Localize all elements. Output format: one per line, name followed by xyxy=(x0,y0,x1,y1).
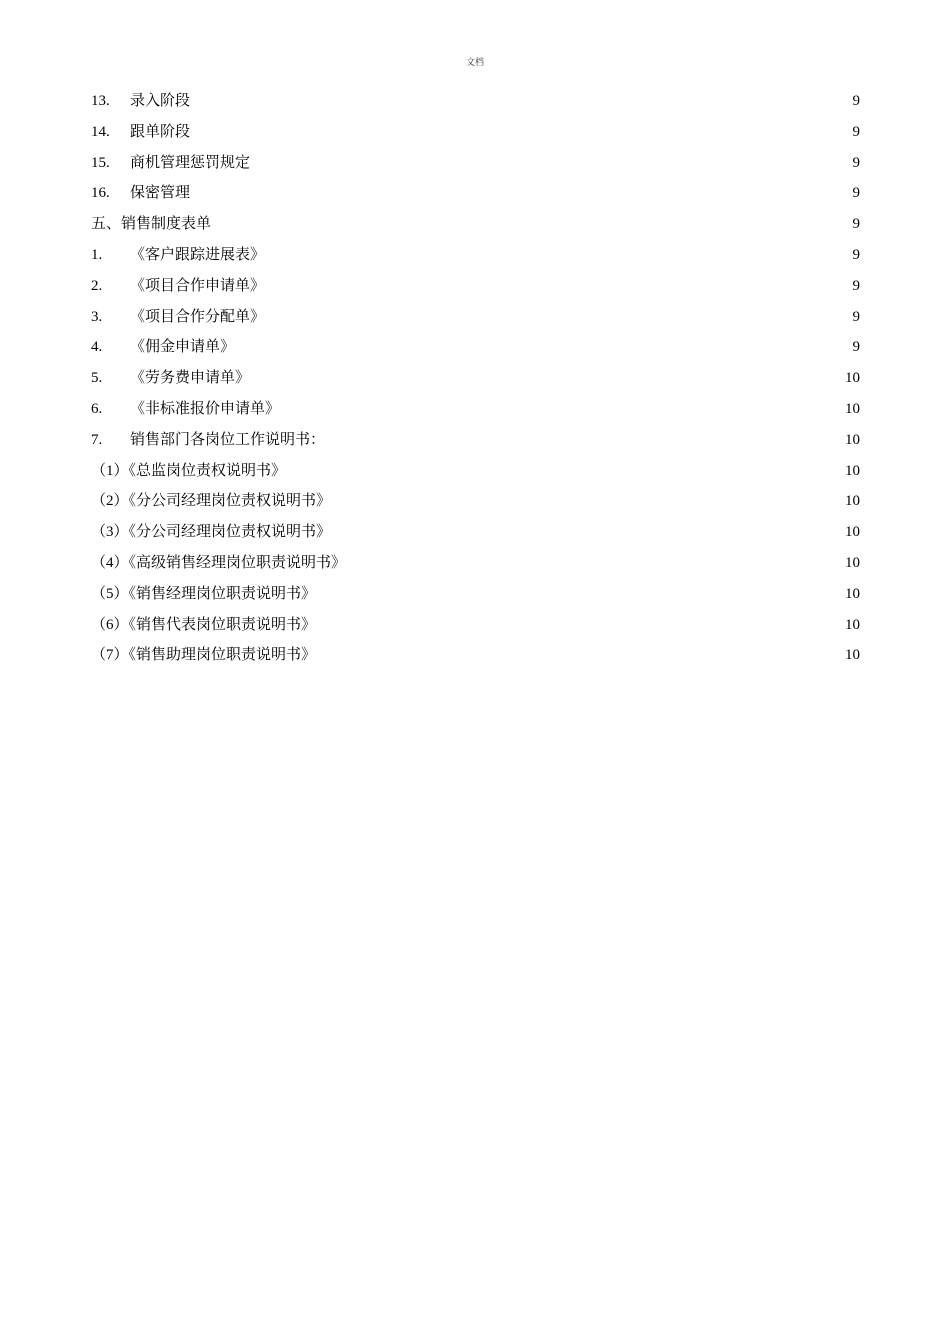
toc-entry[interactable] xyxy=(91,148,860,179)
toc-entry[interactable] xyxy=(91,117,860,148)
toc-subentry[interactable] xyxy=(91,640,860,671)
toc-entry-page: 9 xyxy=(852,123,860,140)
toc-entry-page: 10 xyxy=(845,431,860,448)
toc-subentry[interactable] xyxy=(91,610,860,641)
toc-dot-leader xyxy=(287,474,844,475)
toc-entry-number: 3. xyxy=(91,308,103,325)
toc-entry-number: 13. xyxy=(91,93,110,109)
toc-dot-leader xyxy=(236,350,851,351)
toc-entry-title: 保密管理 xyxy=(130,185,191,202)
toc-entry-title: 跟单阶段 xyxy=(130,123,191,140)
toc-dot-leader xyxy=(266,289,851,290)
toc-subentry[interactable] xyxy=(91,517,860,548)
toc-entry-page: 9 xyxy=(852,216,860,233)
toc-dot-leader xyxy=(191,196,851,197)
toc-entry-page: 9 xyxy=(852,308,860,325)
toc-dot-leader xyxy=(191,104,851,105)
toc-entry-title: （5）《销售经理岗位职责说明书》 xyxy=(91,585,317,602)
toc-entry-page: 9 xyxy=(852,93,860,109)
toc-entry-title: 录入阶段 xyxy=(130,93,191,109)
toc-dot-leader xyxy=(317,658,844,659)
toc-entry-page: 10 xyxy=(845,616,860,633)
toc-entry-number: 5. xyxy=(91,370,103,387)
toc-entry-title: 《非标准报价申请单》 xyxy=(130,400,281,417)
toc-dot-leader xyxy=(326,443,844,444)
toc-entry[interactable] xyxy=(91,302,860,333)
toc-entry-title: 《劳务费申请单》 xyxy=(130,370,251,387)
toc-entry-title: 商机管理惩罚规定 xyxy=(130,154,251,171)
table-of-contents xyxy=(91,86,860,671)
toc-entry-title: （2）《分公司经理岗位责权说明书》 xyxy=(91,493,332,510)
toc-entry[interactable] xyxy=(91,178,860,209)
toc-entry-page: 10 xyxy=(845,370,860,387)
toc-dot-leader xyxy=(281,412,844,413)
toc-entry-page: 10 xyxy=(845,554,860,571)
toc-entry-number: 14. xyxy=(91,123,110,140)
page-header: 文档 xyxy=(465,57,484,67)
toc-dot-leader xyxy=(191,135,851,136)
toc-entry-page: 10 xyxy=(845,647,860,664)
toc-entry-page: 10 xyxy=(845,462,860,479)
toc-section-entry[interactable] xyxy=(91,209,860,240)
toc-dot-leader xyxy=(332,535,844,536)
toc-entry-page: 9 xyxy=(852,246,860,263)
toc-entry-title: 《客户跟踪进展表》 xyxy=(130,246,266,263)
toc-entry[interactable] xyxy=(91,332,860,363)
toc-dot-leader xyxy=(266,320,851,321)
toc-entry-page: 9 xyxy=(852,277,860,294)
toc-dot-leader xyxy=(251,166,851,167)
toc-dot-leader xyxy=(251,381,844,382)
toc-entry-number: 4. xyxy=(91,339,103,356)
toc-entry-title: 《佣金申请单》 xyxy=(130,339,236,356)
toc-entry-title: （6）《销售代表岗位职责说明书》 xyxy=(91,616,317,633)
toc-entry-title: （4）《高级销售经理岗位职责说明书》 xyxy=(91,554,347,571)
toc-entry-page: 9 xyxy=(852,339,860,356)
toc-entry-page: 10 xyxy=(845,493,860,510)
toc-entry[interactable] xyxy=(91,86,860,117)
toc-entry-page: 10 xyxy=(845,400,860,417)
toc-entry-title: （1）《总监岗位责权说明书》 xyxy=(91,462,287,479)
toc-entry-page: 10 xyxy=(845,524,860,541)
toc-subentry[interactable] xyxy=(91,456,860,487)
toc-dot-leader xyxy=(317,597,844,598)
toc-entry-number: 7. xyxy=(91,431,103,448)
toc-entry[interactable] xyxy=(91,425,860,456)
toc-entry-page: 10 xyxy=(845,585,860,602)
toc-dot-leader xyxy=(266,258,851,259)
toc-entry-title: （7）《销售助理岗位职责说明书》 xyxy=(91,647,317,664)
toc-subentry[interactable] xyxy=(91,579,860,610)
toc-entry[interactable] xyxy=(91,363,860,394)
toc-entry-title: （3）《分公司经理岗位责权说明书》 xyxy=(91,524,332,541)
toc-entry[interactable] xyxy=(91,271,860,302)
toc-entry-title: 《项目合作分配单》 xyxy=(130,308,266,325)
toc-subentry[interactable] xyxy=(91,548,860,579)
toc-entry-number: 6. xyxy=(91,400,103,417)
toc-subentry[interactable] xyxy=(91,486,860,517)
toc-entry[interactable] xyxy=(91,394,860,425)
toc-entry[interactable] xyxy=(91,240,860,271)
toc-entry-title: 销售部门各岗位工作说明书： xyxy=(130,431,326,448)
toc-entry-number: 16. xyxy=(91,185,110,202)
toc-entry-number: 1. xyxy=(91,246,103,263)
toc-dot-leader xyxy=(347,566,844,567)
toc-entry-number: 2. xyxy=(91,277,103,294)
toc-entry-title: 五、销售制度表单 xyxy=(91,216,212,233)
toc-dot-leader xyxy=(317,628,844,629)
toc-dot-leader xyxy=(332,504,844,505)
toc-entry-number: 15. xyxy=(91,154,110,171)
toc-entry-page: 9 xyxy=(852,185,860,202)
toc-dot-leader xyxy=(212,227,851,228)
toc-entry-page: 9 xyxy=(852,154,860,171)
toc-entry-title: 《项目合作申请单》 xyxy=(130,277,266,294)
